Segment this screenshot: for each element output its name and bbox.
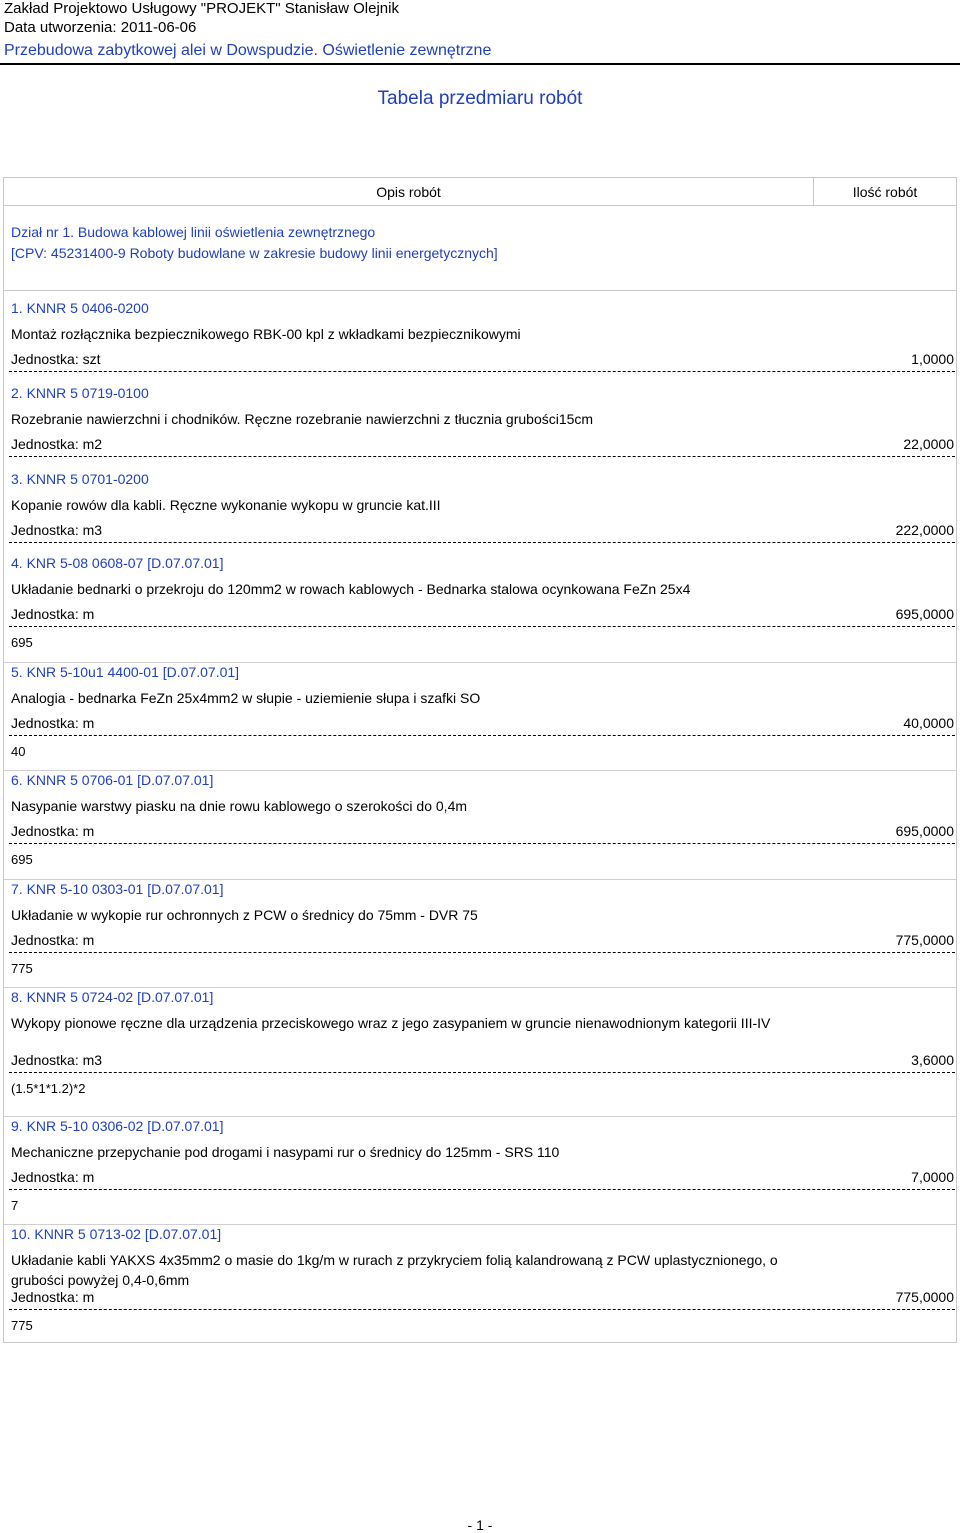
item-description: Nasypanie warstwy piasku na dnie rowu kablowego o szerokości do 0,4m	[11, 798, 468, 814]
item-description: Montaż rozłącznika bezpiecznikowego RBK-00 kpl z wkładkami bezpiecznikowymi	[11, 326, 521, 342]
section-divider	[4, 290, 956, 291]
item-description: Analogia - bednarka FeZn 25x4mm2 w słupie - uziemienie słupa i szafki SO	[11, 690, 481, 706]
item-code: 9. KNR 5-10 0306-02 [D.07.07.01]	[11, 1118, 224, 1134]
item-quantity: 40,0000	[903, 715, 954, 731]
item-description: Rozebranie nawierzchni i chodników. Ręczne rozebranie nawierzchni z tłucznia grubości15cm	[11, 411, 594, 427]
project-title: Przebudowa zabytkowej alei w Dowspudzie. Oświetlenie zewnętrzne	[4, 42, 492, 59]
item-code: 8. KNNR 5 0724-02 [D.07.07.01]	[11, 989, 214, 1005]
dashed-divider	[9, 735, 955, 736]
item-quantity: 7,0000	[911, 1169, 954, 1185]
item-measurement: 7	[11, 1198, 19, 1213]
item-code: 4. KNR 5-08 0608-07 [D.07.07.01]	[11, 555, 224, 571]
list-item	[4, 663, 956, 771]
list-item	[4, 299, 956, 384]
list-item	[4, 1225, 956, 1344]
dashed-divider	[9, 952, 955, 953]
item-code: 6. KNNR 5 0706-01 [D.07.07.01]	[11, 772, 214, 788]
dashed-divider	[9, 1072, 955, 1073]
list-item	[4, 470, 956, 554]
item-unit: Jednostka: szt	[11, 351, 101, 367]
item-quantity: 775,0000	[895, 932, 954, 948]
section-heading	[11, 222, 498, 264]
item-unit: Jednostka: m3	[11, 1052, 103, 1068]
item-unit: Jednostka: m	[11, 823, 95, 839]
list-item	[4, 880, 956, 988]
item-code: 10. KNNR 5 0713-02 [D.07.07.01]	[11, 1226, 222, 1242]
company-name: Zakład Projektowo Usługowy "PROJEKT" Stanisław Olejnik	[4, 0, 399, 17]
item-description: Układanie w wykopie rur ochronnych z PCW o średnicy do 75mm - DVR 75	[11, 907, 478, 923]
item-unit: Jednostka: m	[11, 1169, 95, 1185]
list-item	[4, 384, 956, 470]
item-unit: Jednostka: m	[11, 932, 95, 948]
item-quantity: 222,0000	[895, 522, 954, 538]
item-measurement: 40	[11, 744, 26, 759]
item-description: Układanie kabli YAKXS 4x35mm2 o masie do 1kg/m w rurach z przykryciem folią kalandrowaną z PCW uplastycznionego, o grubości powyżej 0,4-0,6mm	[11, 1252, 778, 1288]
table-header	[4, 178, 956, 206]
dashed-divider	[9, 542, 955, 543]
item-measurement: 695	[11, 635, 33, 650]
page-number: - 1 -	[467, 1517, 493, 1533]
list-item	[4, 554, 956, 663]
item-quantity: 22,0000	[903, 436, 954, 452]
item-quantity: 1,0000	[911, 351, 954, 367]
dashed-divider	[9, 456, 955, 457]
bill-of-quantities-table	[3, 177, 957, 1343]
creation-date: Data utworzenia: 2011-06-06	[4, 19, 197, 36]
item-code: 7. KNR 5-10 0303-01 [D.07.07.01]	[11, 881, 224, 897]
section-title: Dział nr 1. Budowa kablowej linii oświetlenia zewnętrznego	[11, 224, 376, 240]
item-quantity: 695,0000	[895, 823, 954, 839]
item-measurement: (1.5*1*1.2)*2	[11, 1081, 86, 1096]
item-unit: Jednostka: m3	[11, 522, 103, 538]
item-code: 5. KNR 5-10u1 4400-01 [D.07.07.01]	[11, 664, 240, 680]
item-code: 1. KNNR 5 0406-0200	[11, 300, 149, 316]
column-header-description: Opis robót	[4, 178, 814, 205]
list-item	[4, 988, 956, 1117]
item-code: 3. KNNR 5 0701-0200	[11, 471, 149, 487]
item-quantity: 3,6000	[911, 1052, 954, 1068]
item-unit: Jednostka: m	[11, 715, 95, 731]
column-header-quantity: Ilość robót	[852, 184, 918, 200]
item-code: 2. KNNR 5 0719-0100	[11, 385, 149, 401]
dashed-divider	[9, 626, 955, 627]
item-measurement: 695	[11, 852, 33, 867]
dashed-divider	[9, 1189, 955, 1190]
item-description: Układanie bednarki o przekroju do 120mm2 w rowach kablowych - Bednarka stalowa ocynkowana FeZn 25x4	[11, 581, 691, 597]
item-description: Mechaniczne przepychanie pod drogami i nasypami rur o średnicy do 125mm - SRS 110	[11, 1144, 560, 1160]
dashed-divider	[9, 843, 955, 844]
item-description: Kopanie rowów dla kabli. Ręczne wykonanie wykopu w gruncie kat.III	[11, 497, 441, 513]
item-quantity: 775,0000	[895, 1289, 954, 1305]
list-item	[4, 1117, 956, 1225]
dashed-divider	[9, 371, 955, 372]
page-title: Tabela przedmiaru robót	[377, 88, 583, 109]
item-measurement: 775	[11, 961, 33, 976]
item-unit: Jednostka: m	[11, 606, 95, 622]
item-description: Wykopy pionowe ręczne dla urządzenia przeciskowego wraz z jego zasypaniem w gruncie nienawodnionym kategorii III-IV	[11, 1015, 771, 1031]
item-unit: Jednostka: m	[11, 1289, 95, 1305]
list-item	[4, 771, 956, 880]
dashed-divider	[9, 1309, 955, 1310]
item-measurement: 775	[11, 1318, 33, 1333]
section-cpv: [CPV: 45231400-9 Roboty budowlane w zakresie budowy linii energetycznych]	[11, 245, 498, 261]
header-divider	[0, 63, 960, 65]
item-quantity: 695,0000	[895, 606, 954, 622]
item-unit: Jednostka: m2	[11, 436, 103, 452]
